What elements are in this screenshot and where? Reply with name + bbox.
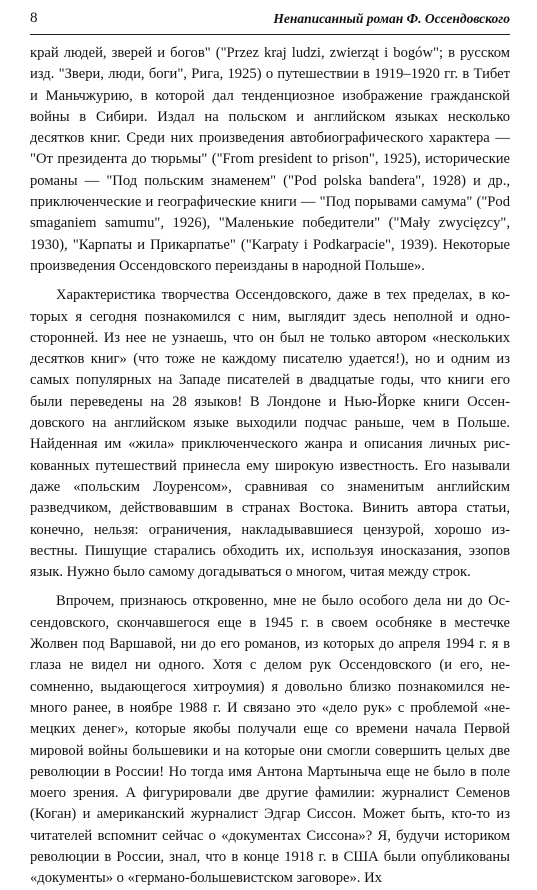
paragraph-continued: край людей, зверей и богов" ("Przez kraj ludzi, zwierząt i bogów"; в русском изд. "Звери, люди, боги", Рига, 1925) о путешествии в 1919–1920 гг. в Тибет и Маньчжурию, в которой дал тенденциозное изображение гражданской войны в Сибири. Издал на польском и английском языках несколько десятков книг. Среди них произведения автобиографического характера — "От президента до тюрьмы" ("From president to prison", 1925), исторические романы — "Под польским знаменем" ("Pod polska bandera", 1928) и др., приключенческие и географические книги — "Под порывами самума" ("Pod smaganiem samumu", 1926), "Маленькие победители" ("Mały zwycięzcy", 1930), "Карпаты и Прикарпатье" ("Karpaty i Podkarpacie", 1939). Некоторые произведения Оссендовского переизданы в народной Польше». [30,45,510,274]
running-header [30,8,510,35]
paragraph-characteristic: Характеристика творчества Оссендовского, даже в тех пределах, в которых я сегодня познакомился с ним, выглядит здесь неполной и односторонней. Из нее не узнаешь, что он был не только автором «нескольких десятков книг» (что тоже не каждому писателю удается!), но и одним из самых популярных на Западе писателей в двадцатые годы, что книги его были переведены на 28 языков! В Лондоне и Нью-Йорке книги Оссендовского на английском языке выходили подчас раньше, чем в Польше. Найденная им «жила» приключенческого жанра и описания личных рискованных путешествий принесла ему широкую известность. Его называли даже «польским Лоуренсом», сравнивая со знаменитым английским разведчиком, действовавшим в странах Востока. Винить автора статьи, конечно, нельзя: ограничения, накладывавшиеся цензурой, хорошо известны. Пишущие старались обходить их, используя иносказания, эзопов язык. Нужно было самому догадываться о многом, читая между строк. [30,287,510,581]
body-text [30,43,510,890]
paragraph-confession: Впрочем, признаюсь откровенно, мне не было особого дела ни до Оссендовского, скончавшегося еще в 1945 г. в своем особняке в местечке Жолвен под Варшавой, ни до его романов, из которых до апреля 1994 г. я в глаза не видел ни одного. Хотя с делом рук Оссендовского (и его, несомненно, выдающегося хитроумия) я довольно близко познакомился немного ранее, в ноябре 1988 г. И связано это «дело рук» с проблемой «немецких денег», которые якобы получали еще со времени начала Первой мировой войны большевики и на которые они смогли совершить целых две революции в России! Но тогда имя Антона Мартыныча еще не было в поле моего зрения. А фигурировали две другие фамилии: журналист Семенов (Коган) и американский журналист Эдгар Сиссон. Может быть, кто-то из читателей вспомнит сейчас о «документах Сиссона»? Я, будучи историком революции в России, знал, что в конце 1918 г. в США были опубликованы «документы» о «германо-большевистском заговоре». Их [30,593,510,887]
book-page [0,8,537,887]
page-number: 8 [30,10,38,26]
running-title: Ненаписанный роман Ф. Оссендовского [273,11,510,26]
